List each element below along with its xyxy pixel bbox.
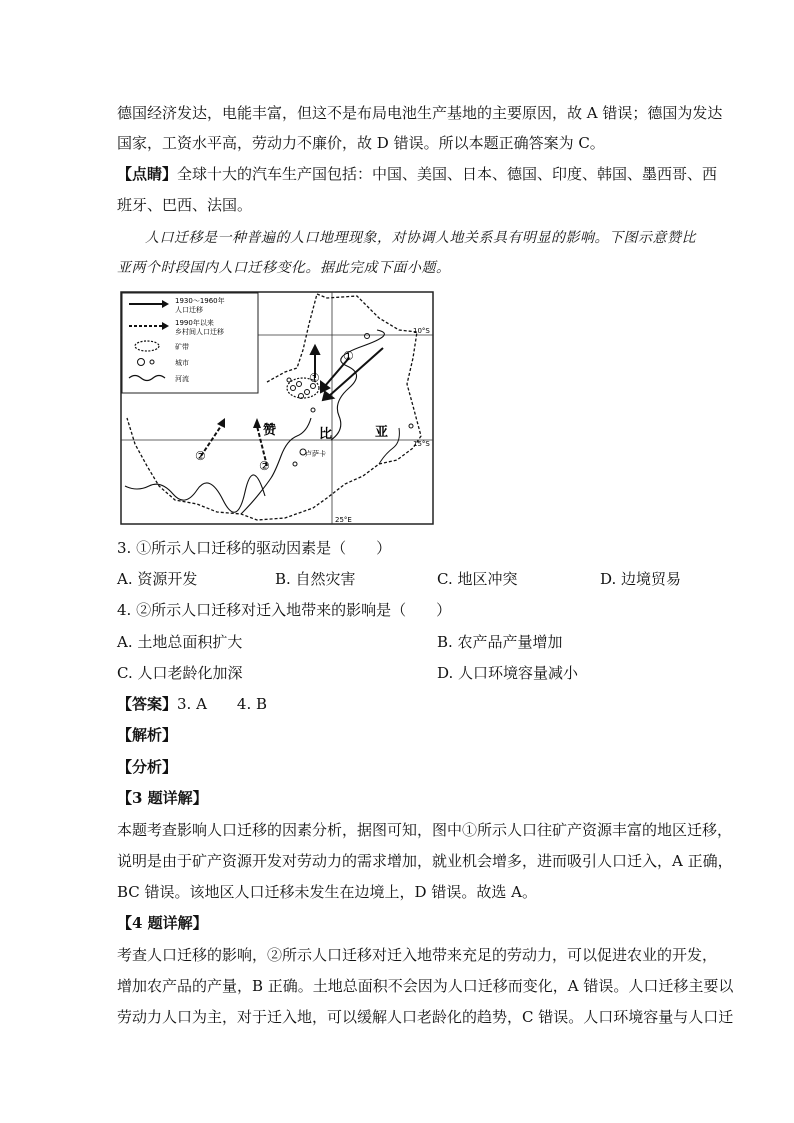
dianjing-tag: 【点睛】 [117, 165, 178, 183]
country-label: 赞 [263, 423, 277, 438]
legend-item1-line1: 1930～1960年 [175, 297, 225, 305]
question-intro: 人口迁移是一种普遍的人口地理现象，对协调人地关系具有明显的影响。下图示意赞比 [145, 230, 696, 246]
q4-option-c: C. 人口老龄化加深 [117, 664, 243, 682]
q3-option-c: C. 地区冲突 [437, 570, 518, 588]
q3-detail-line: 本题考查影响人口迁移的因素分析，据图可知，图中①所示人口往矿产资源丰富的地区迁移， [117, 821, 733, 839]
q3-option-d: D. 边境贸易 [600, 570, 682, 588]
zambia-migration-map [117, 288, 435, 528]
q3-option-a: A. 资源开发 [117, 570, 198, 588]
text-line: 国家，工资水平高，劳动力不廉价，故 D 错误。所以本题正确答案为 C。 [117, 134, 605, 152]
q3-detail-line: 说明是由于矿产资源开发对劳动力的需求增加，就业机会增多，进而吸引人口迁入，A 正确， [117, 852, 733, 870]
country-label: 比 [319, 427, 333, 442]
marker-2b: ② [259, 459, 270, 473]
marker-1b: ① [343, 349, 354, 363]
dianjing-text: 全球十大的汽车生产国包括：中国、美国、日本、德国、印度、韩国、墨西哥、西 [177, 165, 718, 183]
q4-stem: 4. ②所示人口迁移对迁入地带来的影响是（ ） [117, 601, 452, 619]
q4-detail-line: 劳动力人口为主，对于迁入地，可以缓解人口老龄化的趋势，C 错误。人口环境容量与人口迁 [117, 1008, 734, 1026]
answer-text: 3. A 4. B [177, 695, 268, 713]
q4-option-b: B. 农产品产量增加 [437, 633, 563, 651]
legend-item4: 城市 [175, 359, 189, 367]
legend-item3: 矿带 [175, 343, 189, 351]
marker-1: ① [309, 371, 320, 385]
q3-option-b: B. 自然灾害 [275, 570, 356, 588]
fenxi-tag: 【分析】 [117, 758, 178, 776]
lat-label: 10°S [413, 327, 430, 335]
text-line: 德国经济发达，电能丰富，但这不是布局电池生产基地的主要原因，故 A 错误；德国为发达 [117, 104, 723, 122]
q4-option-d: D. 人口环境容量减小 [437, 664, 579, 682]
answer-line [117, 694, 687, 714]
legend-item2-line1: 1990年以来 [175, 319, 214, 327]
q4-detail-tag: 【4 题详解】 [117, 914, 208, 932]
analysis-tag: 【解析】 [117, 726, 178, 744]
text-line: 班牙、巴西、法国。 [117, 196, 253, 214]
dianjing-line [117, 164, 718, 184]
q4-detail-line: 考查人口迁移的影响，②所示人口迁移对迁入地带来充足的劳动力，可以促进农业的开发， [117, 946, 718, 964]
city-label: 卢萨卡 [305, 450, 326, 458]
question-intro: 亚两个时段国内人口迁移变化。据此完成下面小题。 [117, 260, 451, 276]
lat-label: 15°S [413, 440, 430, 448]
legend-item2-line2: 乡村间人口迁移 [175, 328, 224, 336]
legend-item5: 河流 [175, 375, 189, 383]
marker-2: ② [195, 449, 206, 463]
legend-item1-line2: 人口迁移 [175, 306, 203, 314]
q3-detail-tag: 【3 题详解】 [117, 789, 208, 807]
q4-option-a: A. 土地总面积扩大 [117, 633, 243, 651]
answer-tag: 【答案】 [117, 695, 178, 713]
q4-detail-line: 增加农产品的产量，B 正确。土地总面积不会因为人口迁移而变化，A 错误。人口迁移主要以 [117, 977, 734, 995]
q3-detail-line: BC 错误。该地区人口迁移未发生在边境上，D 错误。故选 A。 [117, 883, 537, 901]
country-label: 亚 [375, 425, 389, 440]
lon-label: 25°E [335, 516, 352, 524]
q3-stem: 3. ①所示人口迁移的驱动因素是（ ） [117, 539, 392, 557]
